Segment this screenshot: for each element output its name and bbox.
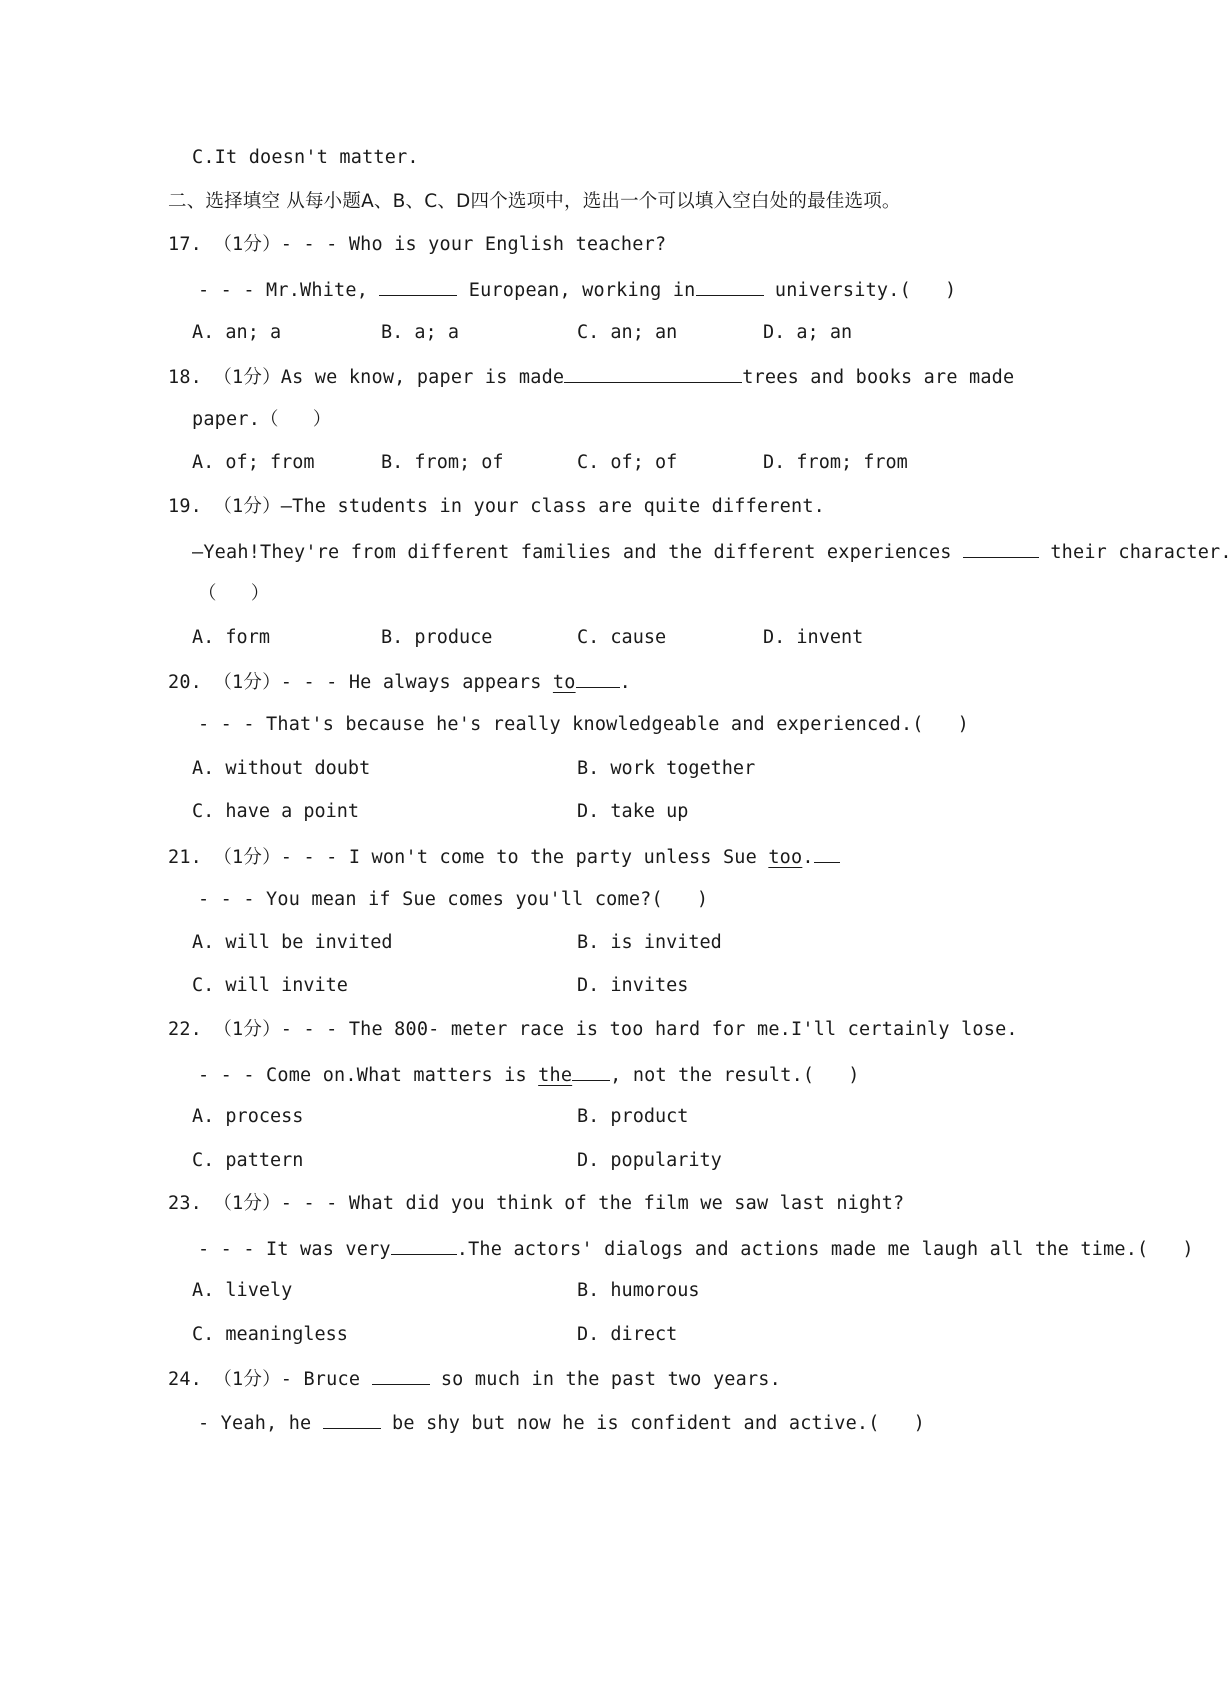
q21-option-c[interactable]: C. will invite: [192, 975, 348, 996]
q20-option-a[interactable]: A. without doubt: [192, 758, 371, 779]
q19-option-d[interactable]: D. invent: [763, 627, 864, 648]
q20-text-c: .: [619, 672, 631, 693]
q23-option-a[interactable]: A. lively: [192, 1280, 293, 1301]
q20-blank-1[interactable]: [576, 669, 620, 688]
question-17-response: [198, 277, 956, 303]
question-23-stem: 23. （1分）- - - What did you think of the film we saw last night?: [168, 1193, 905, 1214]
question-18-stem-cont: paper.（ ）: [192, 409, 332, 430]
question-20-response: - - - That's because he's really knowledgeable and experienced.( ): [198, 714, 969, 735]
question-21-stem: [168, 844, 840, 870]
q22-option-b[interactable]: B. product: [577, 1106, 689, 1127]
q18-option-d[interactable]: D. from; from: [763, 452, 908, 473]
q18-option-b[interactable]: B. from; of: [381, 452, 504, 473]
q19-blank-1[interactable]: [963, 539, 1039, 558]
q23-option-c[interactable]: C. meaningless: [192, 1324, 348, 1345]
q22-option-a[interactable]: A. process: [192, 1106, 304, 1127]
question-20-stem: [168, 669, 631, 695]
q19-option-a[interactable]: A. form: [192, 627, 270, 648]
q18-option-a[interactable]: A. of; from: [192, 452, 315, 473]
question-21-response: - - - You mean if Sue comes you'll come?( ): [198, 889, 709, 910]
question-18-stem: [168, 364, 1014, 390]
q21-option-d[interactable]: D. invites: [577, 975, 689, 996]
q21-underlined-word: too: [768, 847, 803, 868]
q18-option-c[interactable]: C. of; of: [577, 452, 678, 473]
q22-text-a: - - - Come on.What matters is: [198, 1065, 539, 1086]
q17-blank-2[interactable]: [696, 277, 764, 296]
q20-option-d[interactable]: D. take up: [577, 801, 689, 822]
q21-option-a[interactable]: A. will be invited: [192, 932, 393, 953]
q24-blank-1[interactable]: [372, 1366, 430, 1385]
q24-text-a: 24. （1分）- Bruce: [168, 1369, 372, 1390]
q24-text-b: so much in the past two years.: [429, 1369, 781, 1390]
question-19-stem: 19. （1分）—The students in your class are quite different.: [168, 496, 826, 517]
q23-option-b[interactable]: B. humorous: [577, 1280, 700, 1301]
q20-option-c[interactable]: C. have a point: [192, 801, 360, 822]
q21-option-b[interactable]: B. is invited: [577, 932, 722, 953]
question-24-response: [198, 1410, 925, 1436]
q20-option-b[interactable]: B. work together: [577, 758, 756, 779]
question-19-response: [192, 539, 1232, 565]
q17-option-c[interactable]: C. an; an: [577, 322, 678, 343]
question-23-response: [198, 1236, 1194, 1262]
q17-text-b: European, working in: [457, 280, 696, 301]
question-22-stem: 22. （1分）- - - The 800- meter race is too hard for me.I'll certainly lose.: [168, 1019, 1018, 1040]
q24-blank-2[interactable]: [323, 1410, 381, 1429]
q20-underlined-word: to: [552, 672, 576, 693]
q17-option-b[interactable]: B. a; a: [381, 322, 459, 343]
section-heading: 二、选择填空 从每小题A、B、C、D四个选项中，选出一个可以填入空白处的最佳选项。: [168, 191, 901, 212]
q22-option-c[interactable]: C. pattern: [192, 1150, 304, 1171]
question-24-stem: [168, 1366, 781, 1392]
q18-text-b: trees and books are made: [742, 367, 1015, 388]
q22-underlined-word: the: [538, 1065, 573, 1086]
q18-text-a: 18. （1分）As we know, paper is made: [168, 367, 565, 388]
q21-text-a: 21. （1分）- - - I won't come to the party unless Sue: [168, 847, 769, 868]
prev-question-option-c: C.It doesn't matter.: [192, 147, 419, 168]
q19-text-a: —Yeah!They're from different families and the different experiences: [192, 542, 963, 563]
q19-option-b[interactable]: B. produce: [381, 627, 493, 648]
q18-blank-1[interactable]: [564, 364, 742, 383]
q24-text-d: be shy but now he is confident and active.( ): [380, 1413, 925, 1434]
q22-blank-1[interactable]: [572, 1062, 610, 1081]
q17-text-a: - - - Mr.White,: [198, 280, 380, 301]
q19-answer-bracket: （ ）: [198, 583, 270, 604]
q19-text-b: their character.: [1038, 542, 1232, 563]
q17-blank-1[interactable]: [379, 277, 457, 296]
q24-text-c: - Yeah, he: [198, 1413, 323, 1434]
question-22-response: [198, 1062, 860, 1088]
q17-option-d[interactable]: D. a; an: [763, 322, 853, 343]
q21-blank-1[interactable]: [814, 844, 840, 863]
q23-text-a: - - - It was very: [198, 1239, 391, 1260]
q21-text-c: .: [802, 847, 814, 868]
q23-blank-1[interactable]: [391, 1236, 457, 1255]
q23-text-b: .The actors' dialogs and actions made me laugh all the time.( ): [456, 1239, 1194, 1260]
q20-text-a: 20. （1分）- - - He always appears: [168, 672, 553, 693]
q19-option-c[interactable]: C. cause: [577, 627, 667, 648]
question-17-stem: 17. （1分）- - - Who is your English teacher?: [168, 234, 667, 255]
q22-text-c: , not the result.( ): [610, 1065, 860, 1086]
q17-text-c: university.( ): [763, 280, 957, 301]
q22-option-d[interactable]: D. popularity: [577, 1150, 722, 1171]
q17-option-a[interactable]: A. an; a: [192, 322, 282, 343]
q23-option-d[interactable]: D. direct: [577, 1324, 678, 1345]
